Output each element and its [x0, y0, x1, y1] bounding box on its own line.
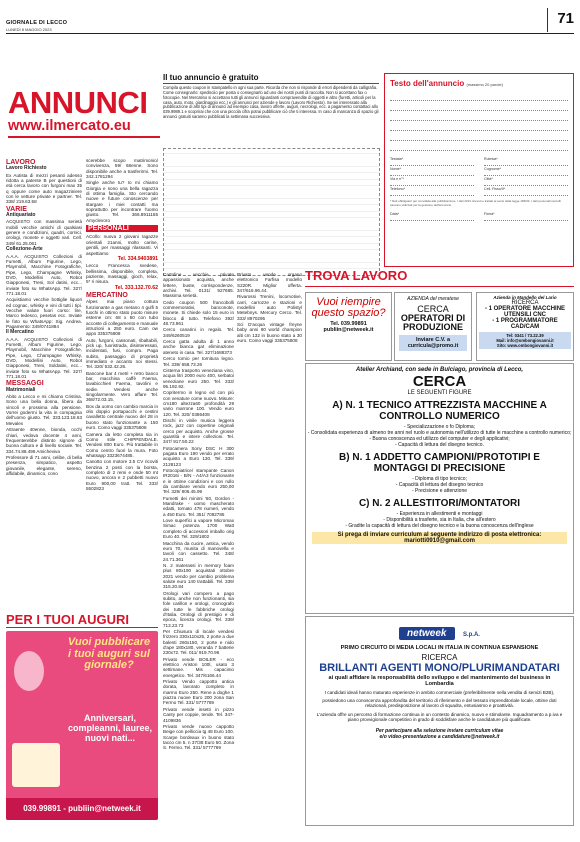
page-header	[6, 8, 574, 34]
section-varie: VARIE	[6, 205, 27, 213]
auguri-title: PER I TUOI AUGURI	[6, 612, 158, 628]
classified-ad: Alpes mai piano cottura funzionante a gas metano 4 gulfi 5 fuochi in ottimo stato puoto misure esterne cm: 68 x 50 con tubo accoste di collegamento e manuale istruzioni a 250 euro. Cam ow appo 335375808	[86, 299, 159, 337]
classified-ad: Lecco Francesca svedese, bellissima, disponibile, completa, paziente, massaggi, gioch, relax, 5* ri nisura.	[86, 263, 158, 285]
classified-ad: Rivarossi Trenini, locomotive, carri, carrozze e stazioni e modellini auto Polistyl Metebnys. Mercury Cerco. Tel. 333/ 8970295	[237, 294, 302, 321]
ad-cerca: CERCA	[412, 373, 467, 390]
classified-ad: Copritermo in legno ed con più con venature come nuovo. Misure: cm180 altezza60 profondità 29 vario marrone 100. Vendo euro 120. Tel. 320/ 0386408	[163, 390, 234, 417]
column-3	[163, 272, 234, 752]
job-req: - Capacità di lettura del disegno tecnico	[395, 482, 484, 488]
job-req: - Disponibilità a trasferte, sia in Italia, che all'estero	[383, 517, 496, 523]
classified-ad: Macchina da cucire, antica, vendo euro 70, munita di manovella e tavoli con cassetto. Tel. 348/ 24.71.361	[163, 540, 234, 562]
ad-netweek	[305, 616, 574, 826]
ad-promo-space	[305, 292, 392, 361]
section-lavoro: LAVORO	[6, 159, 36, 166]
column-2	[86, 158, 158, 492]
section-personali: PERSONALI	[86, 225, 158, 232]
balloon-icon	[14, 651, 44, 691]
annunci-heading: ANNUNCI	[8, 85, 148, 120]
classified-ad: Dischi in vinile musica leggera rock, jazz con copertine originali cerco per acquisto. Anche grosse quantità e intere collezioni. Tel. 347/ 917.50.22	[163, 417, 234, 445]
ad-question: Vuoi riempire questo spazio?	[311, 296, 386, 319]
classified-ad: Auto, furgoni, cassonati, ribaltabili, pick up, fuoristrada, disinteressati, incidentati, fusi, compro. Paga subito, passaggio di proprietà immediato e accanto noi stessi. Tel. 320/ 532.42.26.	[86, 337, 158, 370]
auguri-occasions: Anniversari, compleanni, lauree, nuovi nati...	[67, 713, 153, 743]
netweek-apply: Per partecipare alla selezione inviare curriculum vitae	[375, 727, 504, 734]
header-divider	[547, 8, 548, 32]
classified-ad: N. 2 materassi in memory foam plus 80x190 acquistati ottobre 2021 vendo per cambio problema salute euro 140 trattabili. Tel. 339/ 315.20.84	[163, 562, 234, 590]
classified-ad: Canotto con motore 3.5 CV ricoviti benzina 2 posti con la borsta, completo di 2 remi e onde 50 mt nuovo, ancora e 2 pubbetti nuovo Euro 900,00 tratt. Tel. 333/ 5502823	[86, 459, 158, 491]
trova-lavoro-heading: TROVA LAVORO	[305, 268, 574, 287]
classified-ad: A.A.A. ACQUISTO Collezioni di Fumetti, Album Figurine, Lego, Playmobil, Macchine Fotografiche, Pipe, Lego, Champagne Whisky, DVD, Modellini Auto, Robot Giapponesi, Treni, Sol datini, ecc... inviate foto su WhatsApp. Tel. 327/ 771.18.01	[6, 253, 82, 296]
classified-ad: Single anche tu? Io mi chiamo Giorgia e sono una bella ragazza di ottima famiglia. Sto cercando nuove e future conoscenze per stargare i miei contatti ma soprattutto per incontrare l'uomo giusto. Tel. 366.8911155 Amyclevoro	[86, 180, 158, 223]
subsection-heading: Collezione-Arte	[6, 246, 43, 253]
ad-website[interactable]: Sito: www.ombongiovanni.it	[496, 343, 554, 348]
coupon-lines[interactable]	[163, 148, 380, 276]
classified-ad: Fotocamera Sony DSC H 300 pagata Euro 190 vendo per errato acquisto a Euro 130. Tel. 339/ 2128123	[163, 445, 234, 467]
form-note: * Dati obbligatori per convalida alla pubblicazione. I dati 2021 ricevuti e trattati ai sensi della legge 196/03. I dati personali raccolti saranno utilizzati per la gestione dell'annuncio.	[390, 199, 561, 207]
classified-ad: Privato vende nuovo cappotto Beige con pelliccia tg 48 Euro 100. Scarpe bordeaux in buono stato tacco cm 5. n 37/38 Euro 50. Zona S. Fermo. Tel. 331/ 5777769	[163, 723, 234, 751]
form-field[interactable]: Testata*	[390, 157, 474, 166]
job-b-title: B) N. 1 ADDETTO CAMPIONI/PROTOTIPI E MONTAGGI DI PRECISIONE	[339, 452, 540, 474]
netweek-logo-text: netweek	[399, 627, 454, 640]
ad-phone: Tel. 333.132.70.62	[114, 284, 158, 291]
job-req: - Esperienza in allestimenti e montaggi	[396, 511, 483, 517]
job-req: - Diploma di tipo tecnico;	[412, 476, 467, 482]
ad-subheading: LE SEGUENTI FIGURE	[407, 390, 472, 396]
column-4	[237, 272, 302, 344]
classified-ad: Love superfici a vapore Micromax Simac potenza 1700 Watt completo di accessori imballo orig Euro 40. Tel. 329/1802	[163, 518, 234, 540]
form-field[interactable]: Via e n°*	[390, 177, 474, 186]
form-field[interactable]: Nome*	[390, 167, 474, 176]
form-field[interactable]: Telefono*	[390, 187, 474, 196]
netweek-body: L'azienda offre un percorso di formazione continua in un contesto dinamico, nuovo e stimolante. Inquadramento a p.iva e piano provvigionale competitivo in grado di soddisfare anche le candidature più qualificate.	[316, 711, 563, 723]
classified-ad: Privato vende insetti in pizzo Canty per coppie, tende. Tel. 347- 4109836	[163, 706, 234, 723]
classified-ad: Sci D'acqua vintage freyne baby anni 80 world champion alti cm 132 in buono stato a 30 euro. Como vaggi 335375808	[237, 322, 302, 344]
netweek-body: possiedono una conoscenza approfondita del territorio di riferimento e del tessuto imprenditoriale locale, ottime doti relazionali, predisposizione al lavoro di squadra, entusiasmo e proattività.	[322, 697, 557, 709]
job-req: - Gradite la capacità di lettura del disegno tecnico e la buona conoscenza dell'inglese	[345, 523, 534, 529]
form-field[interactable]: Cell. Fisso/Il*	[484, 187, 568, 196]
subsection-heading: Antiquariato	[6, 212, 36, 219]
classified-ad: Privato vende BOILER - eco elettrico Ariston 100l, usato 3 settimane. Mis capacimo energetico. Tel. 347/6166.44	[163, 656, 234, 678]
classified-ad: Fotocopiatrice/ stampante Canon IR2016i - B/N - A4/A3 funzionante e in ottime condizioni e con rullo da cambiare vendo euro 250,00 Tel. 329/ 806.45.99	[163, 468, 234, 495]
brand-divider	[8, 136, 160, 138]
issue-date: LUNEDÌ 8 MAGGIO 2023	[6, 27, 52, 32]
classified-ad: Cerco gatta adulta di 1 anno anche bianca gat eliminazione ateneto in casa. Tel. 327/1688373	[163, 339, 234, 355]
classified-ad: Ex Autista di mezzi pesanti adesso ridotta a patente B per questioni di età cerca lavoro con furgoni max 35 q oppure come auto magazziniere con le vetture private e partner. Tel. 338/ 219.63.58	[6, 172, 82, 205]
ad-cerca: CERCA	[417, 304, 449, 314]
netweek-role: BRILLANTI AGENTI MONO/PLURIMANDATARI	[319, 662, 560, 674]
auguri-banner[interactable]	[6, 631, 158, 820]
classified-ad: Orologi vari compero a pago subito, anche non funzionanti, sia fole carillon e orologi, cronografo dei tutte le fabbriche orologi d'Italia. Orologi di prestigio e di epoca, licenza orologi. Tel. 339/ 713.23.73	[163, 590, 234, 628]
newspaper-title: GIORNALE DI LECCO	[6, 20, 68, 26]
auguri-question: Vuoi pubblicare i tuoi auguri sul giornale?	[67, 636, 151, 671]
classified-ad: Per Chiusura di locale vendesi frizzero 330x110x25, 2 porte a due balenti 260x150, 2 porte e nido d'ape 180x180, veranda 7 batterie 230x72. Tel. 011/ 919.70.96	[163, 629, 234, 656]
subsection-heading: Lavoro Richiesto	[6, 165, 47, 172]
ad-phone: Tel: 0341 / 73.22.39	[506, 333, 544, 338]
ad-cv[interactable]: Inviare C.V. a curricula@promo.it	[399, 335, 467, 351]
column-1	[6, 158, 82, 477]
ad-role: - 1 PROGRAMMATORE CAD/CAM	[492, 318, 558, 330]
ad-cerca: RICERCA	[511, 300, 539, 306]
ad-form	[384, 73, 574, 267]
job-a-title: A) N. 1 TECNICO ATTREZZISTA MACCHINE A CONTROLLO NUMERICO	[332, 400, 547, 422]
form-field[interactable]: Firma*	[484, 212, 568, 221]
classified-ad: Camera da letto completa sia in Como stile CHIPPENDALE. Vendesi 800 Euro. Più trattabile in Como centro fuori la mura. Foto whatsapp 3323674485.	[86, 431, 158, 458]
job-req: - Precisione e attenzione	[411, 488, 468, 494]
netweek-apply-email[interactable]: e/o video-presentazione a candidature@netweek.it	[379, 733, 500, 740]
form-hint: (massimo 20 parole)	[466, 82, 503, 87]
free-ad-body: Compila questo coupon in stampatello in ogni sua parte. Ricorda che non si risponde di errori dipendenti da calligrafia. Come consegnarlo: spedisciio per posta o consegnarlo ad uno dei nostri punti di raccolta. Non si accettano fax o fotocopie. Nel Mercatino si accettano tutti gli annunci riguardanti compravendite di oggetti e altro (furetti, articoli per la casa, auto, moto, giardinaggio ecc.) e gli annunci per aziende e lavoro (Lavoro Richiesto). Se sei interessato alla pubblicazione di altri tipi di annunci ad esempio casa, lavoro offerte, auguri, necrologi, ecc. a pagamento contattaci allo 039.9989.1 e scoprirai che con una piccola cifra potrai pubblicare ciò che ti interessa. In caso di mancanza di spazio gli annunci gratuiti saranno pubblicati la settimana successiva.	[163, 85, 379, 120]
auguri-contact: 039.99891 - publiin@netweek.it	[6, 798, 158, 820]
form-field[interactable]: Rubrica*	[484, 157, 568, 166]
ad-company: AZIENDA del meratese	[407, 296, 459, 302]
classified-ad: Cisterna trasporto veneziana vino, acqua litri 2000 euro 400, serbatoi veneziane euro 250. Tel. 333/ 95.192.92.	[163, 367, 234, 389]
classified-ad: Attraente 40enne, bionda, occhi chiari, vedova docente 4 anni, frequenterebbe distinto signore di buona cultura e di livello sociale. Tel. 334.74.88.496 Amicheviva	[6, 427, 82, 454]
ad-role: OPERATORI DI PRODUZIONE	[400, 313, 466, 332]
job-req: - Consolidata esperienza di almeno tre anni nel ruolo e autonomia nell'utilizzo di tutte le macchine a controllo numerico;	[307, 430, 572, 436]
classified-ad: Professore di 71 anni, celibe, di bella presenza, simpatico, aspetto giovanile, elegante, sereno, affidabile, dinamico, cono	[6, 454, 82, 476]
page-number: 71	[557, 10, 574, 27]
ad-role: - 1 OPERATORE MACCHINE UTENSILI CNC	[484, 306, 566, 318]
job-c-title: C) N. 2 ALLESTITORI/MONTATORI	[358, 498, 521, 509]
ad-archiand	[305, 363, 574, 614]
classified-ad: scerebbe scopo matrimonio/ convivenza, 59/ 68enne. Sono disponibile anche a trasferirmi. Tel. 342.1781294	[86, 158, 158, 180]
ad-mandello	[476, 292, 574, 361]
ad-operatori	[394, 292, 472, 361]
classified-ad: Box da uomo con cambio marcia in olio doppio portapacchi e cestini cavalletto centrale nuovo del 28 in buono stato funzionante a 150 euro. Como vaggi 335375808	[86, 403, 158, 431]
subsection-heading: Matrimoniali	[6, 386, 36, 393]
job-req: - Buona conoscenza ed utilizzo del computer e degli applicativi;	[369, 436, 510, 442]
classified-ad: Cedo coupon 500 francobolli commemorativi, banconote, monete. Si chiede solo 15 euro in blocco di tutto. Telefono 392/ 48.73.961	[163, 299, 234, 327]
classified-ad: Acquistiamo vecchie bottiglie liquori ed cognac, whisky e vini di tutti i tipi. Vecchie valute fuori corso: lire, Marco tedesco, pesetas ecc. Inviate le foto su WhatsApp: Sig. Andrea. Pagamento: 349/0741884	[6, 297, 82, 329]
netweek-desc: ai quali affidare la responsabilità dello sviluppo e del mantenimento del business in Lombardia	[328, 675, 551, 687]
ad-company: Azienda in Mandello del Lario	[493, 295, 557, 300]
classified-ad: Abito a Lecco e mi chiamo Cristina. Sono una bella donna, libera da vincoli e prossima alla pensione. Vorrei godermi la vita in compagnia dell'uomo giusto. Tel. 333.123.18.63 Mevalex	[6, 394, 82, 426]
classified-ad: ACQUISTO con massima serietà mobili vecchie antichi di qualsiasi genere e condizioni, quadri, cornici, orologi, monete e oggetti vari. Cell. 349/ 61.25.061	[6, 219, 82, 246]
classified-ad: Bancone bar 4 metri + retro banco bar, macchina caffè Faema, lavabicchieri Faema, tavolini e sedie. Vendesi anche singolarmente. Vero affare Tel. 368/72.03.15.	[86, 370, 158, 403]
classified-ad: ACollo: nuova 2 giovani ragazze orientali 21anni, molto carine, gentili, per massaggi rilassanti. Vi aspettiamo	[86, 234, 158, 256]
form-field[interactable]: Data*	[390, 212, 474, 221]
free-ad-info	[163, 73, 379, 145]
form-title-text: Testo dell'annuncio	[390, 79, 465, 88]
form-field[interactable]: Città*	[484, 177, 568, 186]
classified-ad: Privato Vendo cappotto antica dorata, lavorato completo in marmo Euro 250. Rene a doghe 1 piazza nuove Euro 200 zona San Fermo Tel. 331/ 5777769	[163, 679, 234, 706]
ad-intro: Atelier Archiand, con sede in Bulciago, provincia di Lecco,	[355, 367, 524, 373]
netweek-body: I candidati ideali hanno maturato esperienze in ambito commerciale (preferibilmente nella vendita di servizi B2B),	[324, 690, 555, 695]
annunci-url[interactable]: www.ilmercato.eu	[8, 118, 131, 134]
section-mercatino: MERCATINO	[86, 291, 128, 299]
netweek-ricerca: RICERCA	[421, 653, 458, 662]
ad-email[interactable]: Mail: info@ombongiovanni.it	[496, 338, 554, 343]
classified-ad: Cerco tornio per tornitura legno. Tel. 339/ 658.73.26	[163, 356, 234, 367]
form-title	[390, 79, 568, 88]
classified-ad: Fumetti dei minimi '60, Gordon - Mandrake - uomo mascherato edatti, tornato 478 numeri, vendo a 450 Euro. Tel. 351/ 7092785	[163, 495, 234, 517]
ad-email[interactable]: publiin@netweek.it	[323, 327, 374, 333]
netweek-tagline: PRIMO CIRCUITO DI MEDIA LOCALI IN ITALIA IN CONTINUA ESPANSIONE	[340, 645, 539, 651]
subsection-heading: Il Mercatino	[6, 329, 34, 336]
form-field[interactable]: Cognome*	[484, 167, 568, 176]
netweek-logo	[306, 623, 573, 641]
ad-phone: Tel. 039.99891	[330, 321, 367, 327]
section-messaggi: MESSAGGI	[6, 380, 44, 388]
job-req: - Capacità di lettura del disegno tecnico.	[395, 442, 484, 448]
auguri-ad	[6, 612, 158, 818]
classified-ad: Cerco canarini in regalo. Tel. 349/6260519	[163, 327, 234, 338]
form-text-lines[interactable]	[390, 92, 568, 151]
form-fields	[390, 156, 568, 196]
free-ad-title: Il tuo annuncio è gratuito	[163, 73, 379, 84]
cake-icon	[12, 743, 60, 787]
classified-ad: A.A.A. ACQUISTO Collezioni di Fumetti, Album Figurine, Lego, Playmobil, Macchine Fotografiche, Pipe, Lego, Champagne Whisky, DVD, Modellini Auto, Robot Giapponesi, Treni, Soldatini, ecc... inviate foto su WhatsApp. Tel. 327/ 771.18.01	[6, 336, 82, 380]
form-sign	[390, 211, 568, 221]
ad-contacts	[479, 332, 571, 349]
classified-ad: Cartoline vecchie private appassionato acquista, anche lettere, buste, corrispondenze, archivi. Tel. 0131/ 927685. Massima serietà.	[163, 272, 234, 299]
classified-ad: Privato vende organo elettronico Farfisa modello S220R. Miglior offerta. 347/616.96.44.	[237, 272, 302, 294]
netweek-spa: S.p.A.	[462, 632, 480, 638]
ad-phone: Tel. 334.9403891	[117, 255, 158, 262]
ad-apply-email[interactable]: Si prega di inviare curriculum al seguente indirizzo di posta elettronica: mariotti0910@gmail.com	[312, 532, 567, 544]
job-req: - Specializzazione o fo Diploma;	[403, 424, 476, 430]
